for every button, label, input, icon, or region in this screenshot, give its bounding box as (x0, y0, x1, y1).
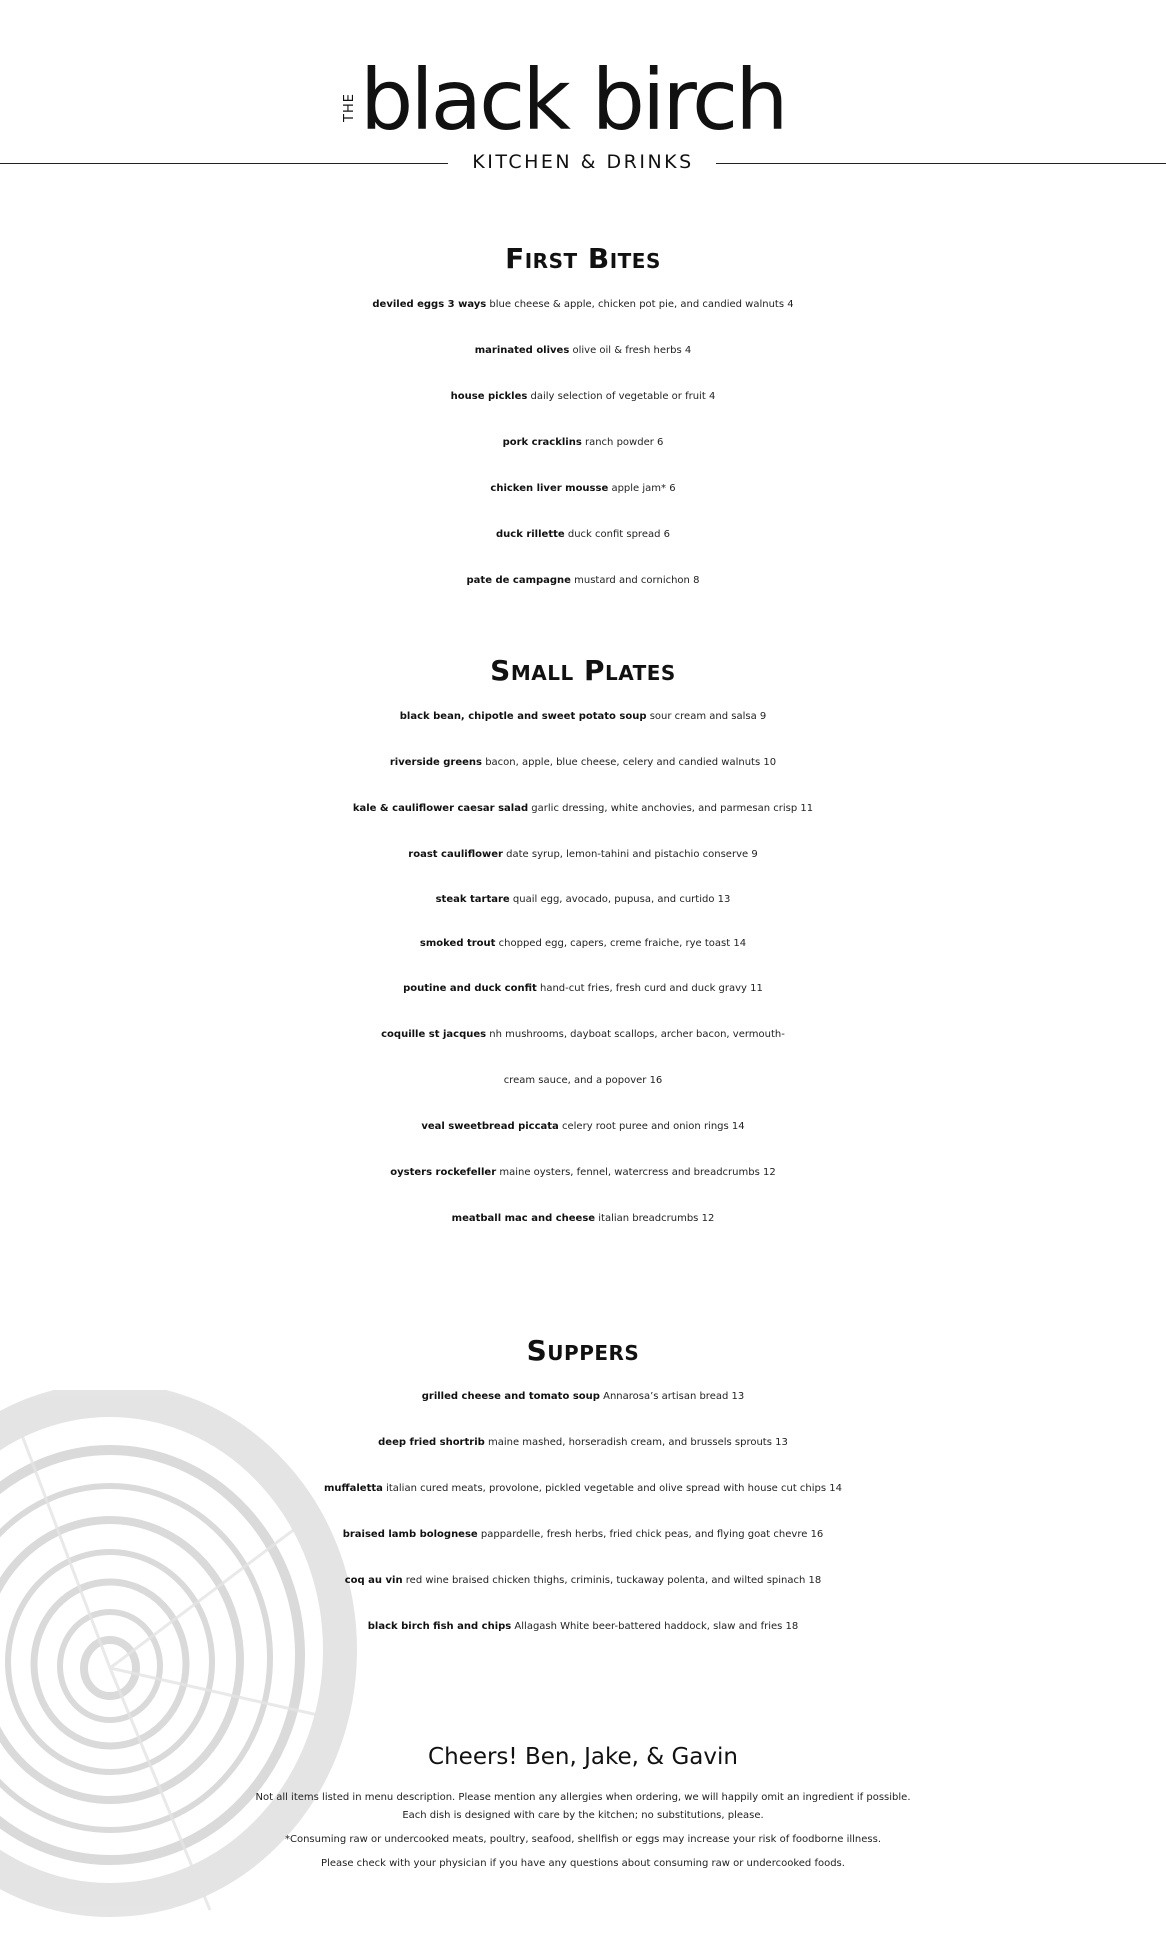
menu-item-name: steak tartare (435, 894, 510, 905)
menu-item (0, 1604, 1166, 1650)
menu-item (0, 694, 1166, 740)
menu-item-price: 8 (693, 575, 700, 586)
menu-item (0, 1512, 1166, 1558)
menu-item (0, 1420, 1166, 1466)
menu-item-price: 12 (701, 1213, 715, 1224)
menu-item-name: riverside greens (389, 757, 482, 768)
menu-item-price: 4 (684, 345, 692, 356)
menu-item-description: apple jam* (611, 483, 667, 494)
menu-item-description: red wine braised chicken thighs, criminis, tuckaway polenta, and wilted spinach (405, 1575, 806, 1586)
menu-item-description: Allagash White beer-battered haddock, slaw and fries (514, 1621, 783, 1632)
menu-item-price: 16 (649, 1075, 663, 1086)
menu-item-price: 6 (669, 483, 676, 494)
logo-name: black birch (360, 51, 786, 149)
menu-item-name: duck rillette (495, 529, 565, 540)
menu-item (0, 740, 1166, 786)
menu-item-description: chopped egg, capers, creme fraiche, rye toast (498, 938, 731, 949)
menu-item-price: 9 (759, 711, 767, 722)
menu-item (0, 1196, 1166, 1242)
menu-item-description: quail egg, avocado, pupusa, and curtido (512, 894, 715, 905)
menu-item-description: celery root puree and onion rings (562, 1121, 729, 1132)
menu-item-description: garlic dressing, white anchovies, and parmesan crisp (531, 803, 798, 814)
menu-item-price: 11 (750, 983, 763, 994)
menu-item-name: deep fried shortrib (378, 1437, 485, 1448)
menu-item-price: 12 (762, 1167, 776, 1178)
menu-item-price: 14 (731, 1121, 745, 1132)
menu-item-description: duck confit spread (567, 529, 661, 540)
menu-item-description: cream sauce, and a popover (503, 1075, 647, 1086)
menu-item-price: 13 (775, 1437, 788, 1448)
menu-item (0, 878, 1166, 922)
menu-item-name: coq au vin (344, 1575, 403, 1586)
signoff: Cheers! Ben, Jake, & Gavin (428, 1744, 738, 1770)
menu-item-price: 4 (708, 391, 716, 402)
substitution-note: Each dish is designed with care by the kitchen; no substitutions, please. (402, 1810, 764, 1821)
menu-item-price: 16 (810, 1529, 824, 1540)
menu-item-price: 6 (663, 529, 671, 540)
menu-item (0, 420, 1166, 466)
menu-item-name: meatball mac and cheese (451, 1213, 596, 1224)
menu-item-price: 14 (829, 1483, 843, 1494)
menu-item (0, 832, 1166, 878)
menu-item-description: italian breadcrumbs (598, 1213, 699, 1224)
menu-item-name: coquille st jacques (381, 1029, 487, 1040)
menu-item-price: 11 (800, 803, 814, 814)
logo-the: THE (342, 93, 357, 122)
menu-item-name: veal sweetbread piccata (421, 1121, 559, 1132)
section-suppers (0, 1328, 1166, 1650)
menu-item-description: sour cream and salsa (649, 711, 757, 722)
menu-item-description: mustard and cornichon (574, 575, 690, 586)
menu-item-description: pappardelle, fresh herbs, fried chick peas, and flying goat chevre (480, 1529, 808, 1540)
menu-item-price: 10 (763, 757, 777, 768)
menu-item (0, 374, 1166, 420)
menu-item-name: smoked trout (419, 938, 496, 949)
menu-item-name: pate de campagne (466, 575, 571, 586)
menu-item-name: kale & cauliflower caesar salad (352, 803, 529, 814)
menu-item (0, 558, 1166, 604)
menu-item-description: daily selection of vegetable or fruit (530, 391, 706, 402)
menu-item-description: date syrup, lemon-tahini and pistachio conserve (506, 849, 749, 860)
menu-item-name: oysters rockefeller (390, 1167, 497, 1178)
menu-item-description: hand-cut fries, fresh curd and duck gravy (539, 983, 747, 994)
menu-item-price: 14 (733, 938, 747, 949)
menu-item (0, 328, 1166, 374)
menu-item-name: house pickles (450, 391, 528, 402)
menu-item (0, 282, 1166, 328)
menu-item-price: 13 (731, 1391, 745, 1402)
menu-item (0, 512, 1166, 558)
menu-item-name: chicken liver mousse (490, 483, 609, 494)
menu-item (0, 1558, 1166, 1604)
physician-note: Please check with your physician if you have any questions about consuming raw or undercooked foods. (321, 1858, 845, 1869)
menu-item-name: pork cracklins (502, 437, 582, 448)
menu-item (0, 1012, 1166, 1058)
menu-item-name: muffaletta (323, 1483, 383, 1494)
menu-item-description: bacon, apple, blue cheese, celery and candied walnuts (485, 757, 761, 768)
menu-item-description: ranch powder (584, 437, 654, 448)
logo-divider-left (0, 163, 448, 164)
menu-item (0, 786, 1166, 832)
section-title: Suppers (526, 1334, 640, 1367)
menu-item (0, 1058, 1166, 1104)
menu-item-name: deviled eggs 3 ways (372, 299, 487, 310)
logo-divider-right (716, 163, 1166, 164)
menu-item-description: nh mushrooms, dayboat scallops, archer bacon, vermouth- (489, 1029, 785, 1040)
menu-item (0, 1374, 1166, 1420)
menu-item (0, 1150, 1166, 1196)
menu-item-name: roast cauliflower (408, 849, 503, 860)
section-small-plates (0, 648, 1166, 1242)
menu-item-price: 4 (787, 299, 794, 310)
menu-item (0, 466, 1166, 512)
menu-item-description: italian cured meats, provolone, pickled vegetable and olive spread with house cut chips (386, 1483, 827, 1494)
menu-item-description: maine mashed, horseradish cream, and brussels sprouts (487, 1437, 772, 1448)
menu-item-description: maine oysters, fennel, watercress and breadcrumbs (499, 1167, 760, 1178)
menu-item-price: 13 (717, 894, 731, 905)
menu-item-name: poutine and duck confit (403, 983, 537, 994)
section-title: Small Plates (490, 654, 676, 687)
menu-item-name: grilled cheese and tomato soup (421, 1391, 600, 1402)
menu-item (0, 1466, 1166, 1512)
raw-food-warning: *Consuming raw or undercooked meats, poultry, seafood, shellfish or eggs may increase your risk of foodborne illness. (284, 1834, 881, 1845)
menu-item-description: olive oil & fresh herbs (572, 345, 682, 356)
menu-item (0, 1104, 1166, 1150)
menu-item-price: 18 (785, 1621, 799, 1632)
menu-item-name: marinated olives (474, 345, 570, 356)
menu-item-name: braised lamb bolognese (342, 1529, 478, 1540)
restaurant-logo (0, 50, 1166, 180)
menu-item-name: black birch fish and chips (367, 1621, 512, 1632)
menu-item (0, 966, 1166, 1012)
menu-item-description: blue cheese & apple, chicken pot pie, and candied walnuts (489, 299, 785, 310)
menu-item-price: 18 (808, 1575, 822, 1586)
menu-item-description: Annarosa’s artisan bread (603, 1391, 729, 1402)
logo-subtitle: KITCHEN & DRINKS (472, 151, 694, 173)
section-title: First Bites (505, 242, 661, 275)
menu-item-price: 6 (657, 437, 664, 448)
section-first-bites (0, 236, 1166, 604)
menu-item (0, 922, 1166, 966)
allergy-note: Not all items listed in menu description. Please mention any allergies when ordering, we will happily omit an ingredient if possible. (255, 1792, 911, 1803)
menu-item-name: black bean, chipotle and sweet potato soup (399, 711, 647, 722)
menu-item-price: 9 (751, 849, 758, 860)
